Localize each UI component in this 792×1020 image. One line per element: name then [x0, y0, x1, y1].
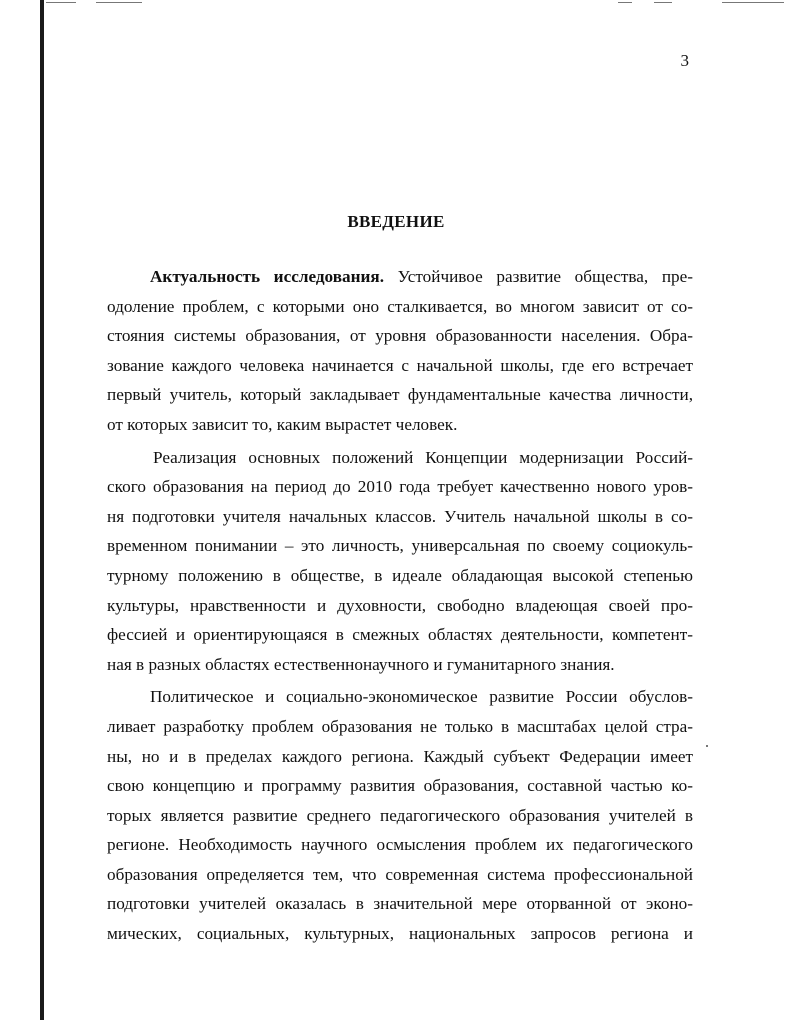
- text-line: подготовки учителей оказалась в значительной мере оторванной от эконо-: [107, 894, 693, 914]
- text-line: Политическое и социально-экономическое развитие России обуслов-: [150, 687, 693, 707]
- scan-top-mark: [654, 2, 672, 3]
- text-line: Актуальность исследования. Устойчивое развитие общества, пре-: [150, 267, 693, 286]
- text-line: торых является развитие среднего педагогического образования учителей в: [107, 805, 693, 825]
- text-line: образования определяется тем, что современная система профессиональной: [107, 864, 693, 884]
- page-number: 3: [680, 51, 689, 70]
- scan-top-mark: [618, 2, 632, 3]
- text-line: от которых зависит то, каким вырастет человек.: [107, 414, 458, 434]
- text-line: турному положению в обществе, в идеале обладающая высокой степенью: [107, 565, 693, 585]
- text-line: ливает разработку проблем образования не только в масштабах целой стра-: [107, 716, 693, 736]
- text-line: Реализация основных положений Концепции модернизации Россий-: [153, 447, 693, 467]
- text-line: ня подготовки учителя начальных классов. Учитель начальной школы в со-: [107, 506, 693, 526]
- text-line: одоление проблем, с которыми оно сталкивается, во многом зависит от со-: [107, 296, 693, 316]
- text-line: регионе. Необходимость научного осмысления проблем их педагогического: [107, 835, 693, 855]
- text-line: мических, социальных, культурных, национальных запросов региона и: [107, 924, 693, 944]
- text-line: ны, но и в пределах каждого региона. Каждый субъект Федерации имеет: [107, 746, 693, 766]
- scan-top-mark: [96, 2, 142, 3]
- scan-left-edge: [40, 0, 44, 1020]
- section-heading: ВВЕДЕНИЕ: [347, 212, 445, 231]
- text-line: стояния системы образования, от уровня образованности населения. Обра-: [107, 326, 693, 346]
- text-line: зование каждого человека начинается с начальной школы, где его встречает: [107, 355, 693, 375]
- text-line: культуры, нравственности и духовности, свободно владеющая своей про-: [107, 595, 693, 615]
- scan-top-mark: [46, 2, 76, 3]
- scan-top-mark: [722, 2, 784, 3]
- text-line: временном понимании – это личность, универсальная по своему социокуль-: [107, 536, 693, 556]
- text-line: ского образования на период до 2010 года требует качественно нового уров-: [107, 477, 693, 497]
- text-line: свою концепцию и программу развития образования, составной частью ко-: [107, 776, 693, 796]
- body-text: [107, 262, 693, 949]
- text-line: фессией и ориентирующаяся в смежных областях деятельности, компетент-: [107, 625, 693, 645]
- lead-phrase: Актуальность исследования.: [150, 267, 385, 286]
- scan-speck: [706, 745, 708, 747]
- text-line: первый учитель, который закладывает фундаментальные качества личности,: [107, 385, 693, 405]
- text-line: ная в разных областях естественнонаучного и гуманитарного знания.: [107, 654, 615, 674]
